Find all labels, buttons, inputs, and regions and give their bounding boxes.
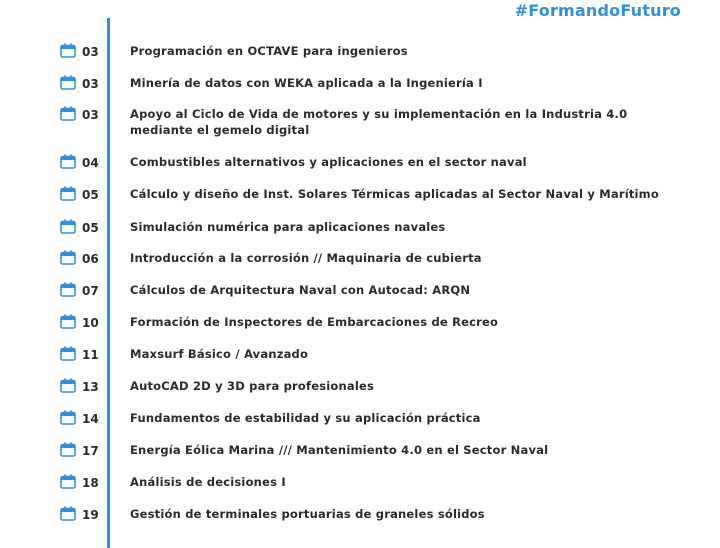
course-day: 05 — [82, 188, 99, 202]
calendar-icon — [60, 250, 76, 265]
calendar-icon — [60, 75, 76, 90]
course-day: 10 — [82, 316, 99, 330]
course-day: 04 — [82, 156, 99, 170]
hashtag-title: #FormandoFuturo — [514, 1, 681, 20]
course-title: Simulación numérica para aplicaciones navales — [130, 220, 446, 234]
course-title: Análisis de decisiones I — [130, 475, 286, 489]
course-title: Cálculos de Arquitectura Naval con Autocad: ARQN — [130, 283, 471, 297]
course-title: Minería de datos con WEKA aplicada a la Ingeniería I — [130, 76, 483, 90]
course-title: Maxsurf Básico / Avanzado — [130, 347, 309, 361]
course-title: Combustibles alternativos y aplicaciones en el sector naval — [130, 155, 527, 169]
course-title: Introducción a la corrosión // Maquinaria de cubierta — [130, 251, 482, 265]
calendar-icon — [60, 506, 76, 521]
course-day: 13 — [82, 380, 99, 394]
course-day: 06 — [82, 252, 99, 266]
calendar-icon — [60, 106, 76, 121]
course-day: 03 — [82, 45, 99, 59]
calendar-icon — [60, 346, 76, 361]
course-day: 03 — [82, 77, 99, 91]
course-title: Energía Eólica Marina /// Mantenimiento 4.0 en el Sector Naval — [130, 443, 549, 457]
timeline-line — [107, 18, 110, 548]
course-title: Fundamentos de estabilidad y su aplicación práctica — [130, 411, 481, 425]
course-title: Programación en OCTAVE para ingenieros — [130, 44, 408, 58]
calendar-icon — [60, 410, 76, 425]
calendar-icon — [60, 442, 76, 457]
calendar-icon — [60, 378, 76, 393]
course-title: Cálculo y diseño de Inst. Solares Térmicas aplicadas al Sector Naval y Marítimo — [130, 187, 659, 201]
calendar-icon — [60, 186, 76, 201]
course-day: 17 — [82, 444, 99, 458]
calendar-icon — [60, 474, 76, 489]
course-title: AutoCAD 2D y 3D para profesionales — [130, 379, 375, 393]
calendar-icon — [60, 154, 76, 169]
course-title: Gestión de terminales portuarias de graneles sólidos — [130, 507, 485, 521]
course-title: Formación de Inspectores de Embarcaciones de Recreo — [130, 315, 499, 329]
course-day: 05 — [82, 221, 99, 235]
course-day: 18 — [82, 476, 99, 490]
course-day: 19 — [82, 508, 99, 522]
calendar-icon — [60, 314, 76, 329]
course-day: 11 — [82, 348, 99, 362]
calendar-icon — [60, 43, 76, 58]
course-day: 07 — [82, 284, 99, 298]
calendar-icon — [60, 219, 76, 234]
course-title: Apoyo al Ciclo de Vida de motores y su implementación en la Industria 4.0 mediante el gemelo digital — [130, 107, 628, 137]
course-day: 14 — [82, 412, 99, 426]
course-day: 03 — [82, 108, 99, 122]
calendar-icon — [60, 282, 76, 297]
